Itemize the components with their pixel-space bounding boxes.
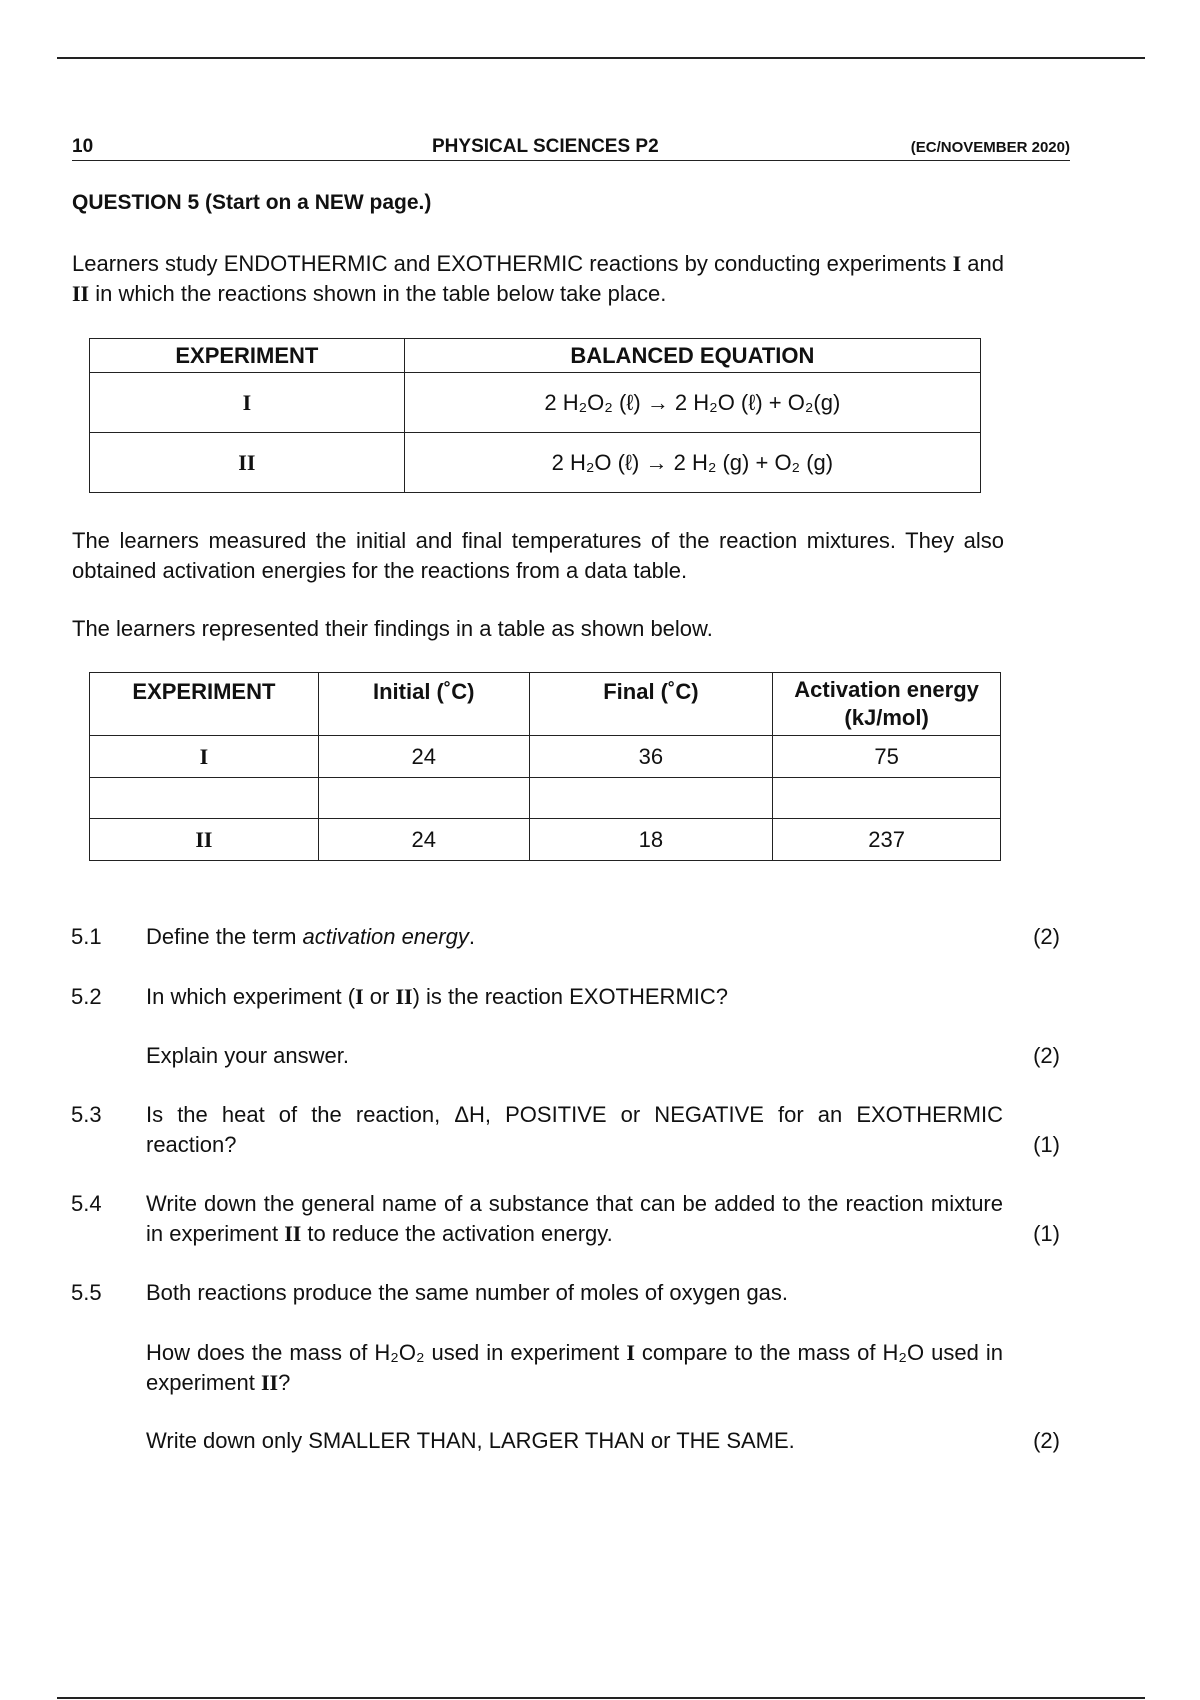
table-row <box>90 433 981 493</box>
equation-cell: 2 H₂O (ℓ) → 2 H₂ (g) + O₂ (g) <box>404 433 980 493</box>
question-5-4-text: Write down the general name of a substance that can be added to the reaction mixture in experiment II to reduce the activation energy. <box>146 1191 1003 1246</box>
findings-paragraph: The learners represented their findings in a table as shown below. <box>72 616 713 641</box>
final-temp-cell: 36 <box>529 736 773 778</box>
activation-energy-cell: 237 <box>773 819 1001 861</box>
initial-temp-cell: 24 <box>318 736 529 778</box>
col-header-equation: BALANCED EQUATION <box>404 339 980 373</box>
final-temp-cell: 18 <box>529 819 773 861</box>
question-number-5-2: 5.2 <box>71 984 102 1009</box>
final-temp-cell <box>529 778 773 819</box>
col-header-experiment: EXPERIMENT <box>90 339 405 373</box>
col-header-experiment: EXPERIMENT <box>90 673 319 736</box>
marks-5-4: (1) <box>1033 1221 1060 1246</box>
experiment-cell: I <box>90 736 319 778</box>
measurement-paragraph: The learners measured the initial and final temperatures of the reaction mixtures. They also obtained activation energies for the reactions from a data table. <box>72 528 1004 583</box>
question-number-5-5: 5.5 <box>71 1280 102 1305</box>
question-number-5-1: 5.1 <box>71 924 102 949</box>
marks-5-3: (1) <box>1033 1132 1060 1157</box>
table-row <box>90 819 1001 861</box>
subject-title: PHYSICAL SCIENCES P2 <box>432 136 659 157</box>
question-5-5-statement: Both reactions produce the same number of moles of oxygen gas. <box>146 1280 789 1305</box>
experiment-cell <box>90 778 319 819</box>
question-number-5-4: 5.4 <box>71 1191 102 1216</box>
experiment-cell: I <box>90 373 405 433</box>
col-header-initial: Initial (˚C) <box>318 673 529 736</box>
col-header-final: Final (˚C) <box>529 673 773 736</box>
bottom-rule <box>57 1697 1145 1699</box>
experiment-cell: II <box>90 433 405 493</box>
page-header <box>72 136 1070 161</box>
table-row <box>90 373 981 433</box>
table-row <box>90 778 1001 819</box>
question-5-2-text: In which experiment (I or II) is the reaction EXOTHERMIC? <box>146 984 729 1009</box>
marks-5-2: (2) <box>1033 1043 1060 1068</box>
page-number: 10 <box>72 136 94 157</box>
initial-temp-cell <box>318 778 529 819</box>
top-rule <box>57 57 1145 59</box>
col-header-activation-energy: Activation energy (kJ/mol) <box>773 673 1001 736</box>
equation-cell: 2 H₂O₂ (ℓ) → 2 H₂O (ℓ) + O₂(g) <box>404 373 980 433</box>
activation-energy-cell: 75 <box>773 736 1001 778</box>
question-5-5-instruction: Write down only SMALLER THAN, LARGER THAN or THE SAME. <box>146 1428 795 1453</box>
question-5-5-text: How does the mass of H₂O₂ used in experiment I compare to the mass of H₂O used in experiment II? <box>146 1340 1003 1395</box>
question-number-5-3: 5.3 <box>71 1102 102 1127</box>
initial-temp-cell: 24 <box>318 819 529 861</box>
question-5-2-explain: Explain your answer. <box>146 1043 349 1068</box>
table-row <box>90 736 1001 778</box>
question-5-3-text: Is the heat of the reaction, ΔH, POSITIVE or NEGATIVE for an EXOTHERMIC reaction? <box>146 1102 1003 1157</box>
question-title: QUESTION 5 (Start on a NEW page.) <box>72 191 432 214</box>
marks-5-1: (2) <box>1033 924 1060 949</box>
intro-paragraph: Learners study ENDOTHERMIC and EXOTHERMIC reactions by conducting experiments I and II in which the reactions shown in the table below take place. <box>72 251 1004 306</box>
findings-table <box>89 672 1001 861</box>
marks-5-5: (2) <box>1033 1428 1060 1453</box>
edition-label: (EC/NOVEMBER 2020) <box>910 139 1070 156</box>
activation-energy-cell <box>773 778 1001 819</box>
experiment-cell: II <box>90 819 319 861</box>
reactions-table <box>89 338 981 493</box>
question-5-1-text: Define the term activation energy. <box>146 924 475 949</box>
